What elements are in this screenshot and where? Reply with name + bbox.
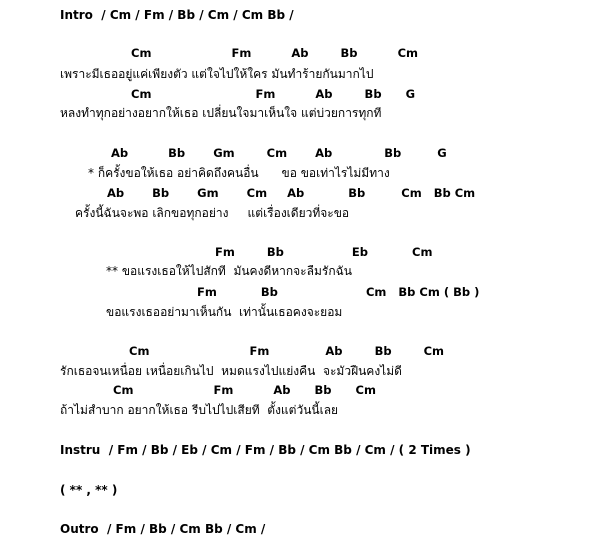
verse2-lyric-2: ถ้าไม่สำบาก อยากให้เธอ รีบไปไปเสียที ตั้งแต่วันนี้เลย	[60, 403, 339, 417]
verse1-lyric-1: เพราะมีเธออยู่แค่เพียงตัว แต่ใจไปให้ใคร มันทำร้ายกันมากไป	[60, 67, 374, 81]
chorus-lyric-1: ** ขอแรงเธอให้ไปสักที มันคงดีหากจะลืมรักฉัน	[106, 264, 352, 278]
prechorus-lyric-1: * ก็ครั้งขอให้เธอ อย่าคิดถึงคนอื่น ขอ ขอเท่าไรไม่มีทาง	[88, 166, 390, 180]
prechorus-chords-1: Ab Bb Gm Cm Ab Bb G	[111, 146, 447, 160]
prechorus-lyric-2: ครั้งนี้ฉันจะพอ เลิกขอทุกอย่าง แต่เรื่องเดียวที่จะขอ	[75, 206, 350, 220]
instrumental-line: Instru / Fm / Bb / Eb / Cm / Fm / Bb / Cm Bb / Cm / ( 2 Times )	[60, 443, 471, 457]
verse2-chords-2: Cm Fm Ab Bb Cm	[113, 383, 376, 397]
outro-line: Outro / Fm / Bb / Cm Bb / Cm /	[60, 522, 266, 536]
prechorus-chords-2: Ab Bb Gm Cm Ab Bb Cm Bb Cm	[107, 186, 476, 200]
intro-line: Intro / Cm / Fm / Bb / Cm / Cm Bb /	[60, 8, 294, 22]
chorus-chords-2: Fm Bb Cm Bb Cm ( Bb )	[197, 285, 480, 299]
verse2-lyric-1: รักเธอจนเหนื่อย เหนื่อยเกินไป หมดแรงไปแย่งคืน จะมัวฝืนคงไม่ดี	[60, 364, 402, 378]
chorus-chords-1: Fm Bb Eb Cm	[215, 245, 433, 259]
repeat-instruction: ( ** , ** )	[60, 483, 118, 497]
verse1-lyric-2: หลงทำทุกอย่างอยากให้เธอ เปลี่ยนใจมาเห็นใจ แต่บ่วยการทุกที	[60, 106, 382, 120]
verse1-chords-2: Cm Fm Ab Bb G	[131, 87, 416, 101]
chorus-lyric-2: ขอแรงเธออย่ามาเห็นกัน เท่านั้นเธอคงจะยอม	[106, 305, 343, 319]
verse1-chords-1: Cm Fm Ab Bb Cm	[131, 46, 418, 60]
verse2-chords-1: Cm Fm Ab Bb Cm	[129, 344, 445, 358]
